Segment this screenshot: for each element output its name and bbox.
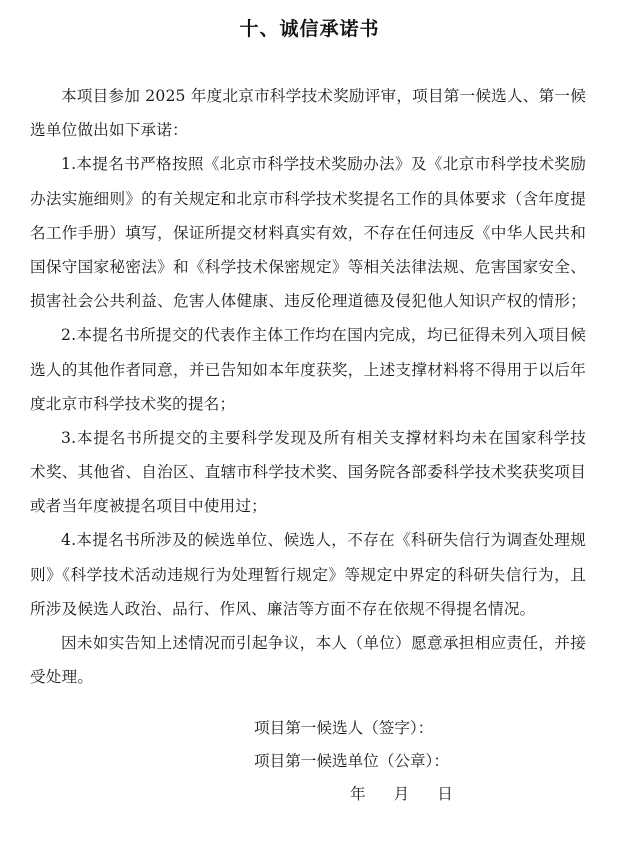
- text-line: 国保守国家秘密法》和《科学技术保密规定》等相关法律法规、危害国家安全、: [30, 257, 586, 276]
- text-line: 所涉及候选人政治、品行、作风、廉洁等方面不存在依规不得提名情况。: [30, 599, 536, 618]
- text-line: 则》《科学技术活动违规行为处理暂行规定》等规定中界定的科研失信行为，且: [30, 565, 586, 584]
- text-line: 度北京市科学技术奖的提名；: [30, 394, 236, 413]
- text-line: 选单位做出如下承诺：: [30, 121, 188, 140]
- paragraph-item-3: [30, 421, 586, 524]
- text-line: 损害社会公共利益、危害人体健康、违反伦理道德及侵犯他人知识产权的情形；: [30, 292, 586, 311]
- text-line: 办法实施细则》的有关规定和北京市科学技术奖提名工作的具体要求（含年度提: [30, 189, 586, 208]
- date-year-label: 年: [350, 785, 366, 803]
- date-month-label: 月: [393, 785, 410, 803]
- text-line: 1.本提名书严格按照《北京市科学技术奖励办法》及《北京市科学技术奖励: [61, 155, 586, 174]
- text-line: 或者当年度被提名项目中使用过；: [30, 497, 267, 516]
- paragraph-item-4: [30, 523, 586, 626]
- text-line: 术奖、其他省、自治区、直辖市科学技术奖、国务院各部委科学技术奖获奖项目: [30, 463, 586, 482]
- text-line: 选人的其他作者同意，并已告知如本年度获奖，上述支撑材料将不得用于以后年: [30, 360, 586, 379]
- date-day-label: 日: [437, 785, 453, 803]
- signature-block: [254, 712, 449, 778]
- signature-date: [350, 778, 453, 811]
- paragraph-item-1: [30, 147, 586, 318]
- text-line: 2.本提名书所提交的代表作主体工作均在国内完成，均已征得未列入项目候: [61, 326, 586, 345]
- text-line: 因未如实告知上述情况而引起争议，本人（单位）愿意承担相应责任，并接: [61, 634, 586, 652]
- paragraph-closing: [30, 626, 586, 694]
- candidate-signature-label: 项目第一候选人（签字）：: [254, 719, 434, 737]
- text-line: 本项目参加 2025 年度北京市科学技术奖励评审，项目第一候选人、第一候: [61, 87, 586, 105]
- text-line: 名工作手册）填写，保证所提交材料真实有效，不存在任何违反《中华人民共和: [30, 223, 586, 242]
- text-line: 4.本提名书所涉及的候选单位、候选人，不存在《科研失信行为调查处理规: [61, 531, 586, 550]
- text-line: 3.本提名书所提交的主要科学发现及所有相关支撑材料均未在国家科学技: [61, 428, 586, 447]
- unit-seal-label: 项目第一候选单位（公章）：: [254, 752, 449, 770]
- document-title: 十、诚信承诺书: [239, 18, 380, 40]
- commitment-body: [30, 79, 586, 694]
- text-line: 受处理。: [30, 668, 94, 687]
- paragraph-intro: [30, 79, 586, 147]
- paragraph-item-2: [30, 318, 586, 421]
